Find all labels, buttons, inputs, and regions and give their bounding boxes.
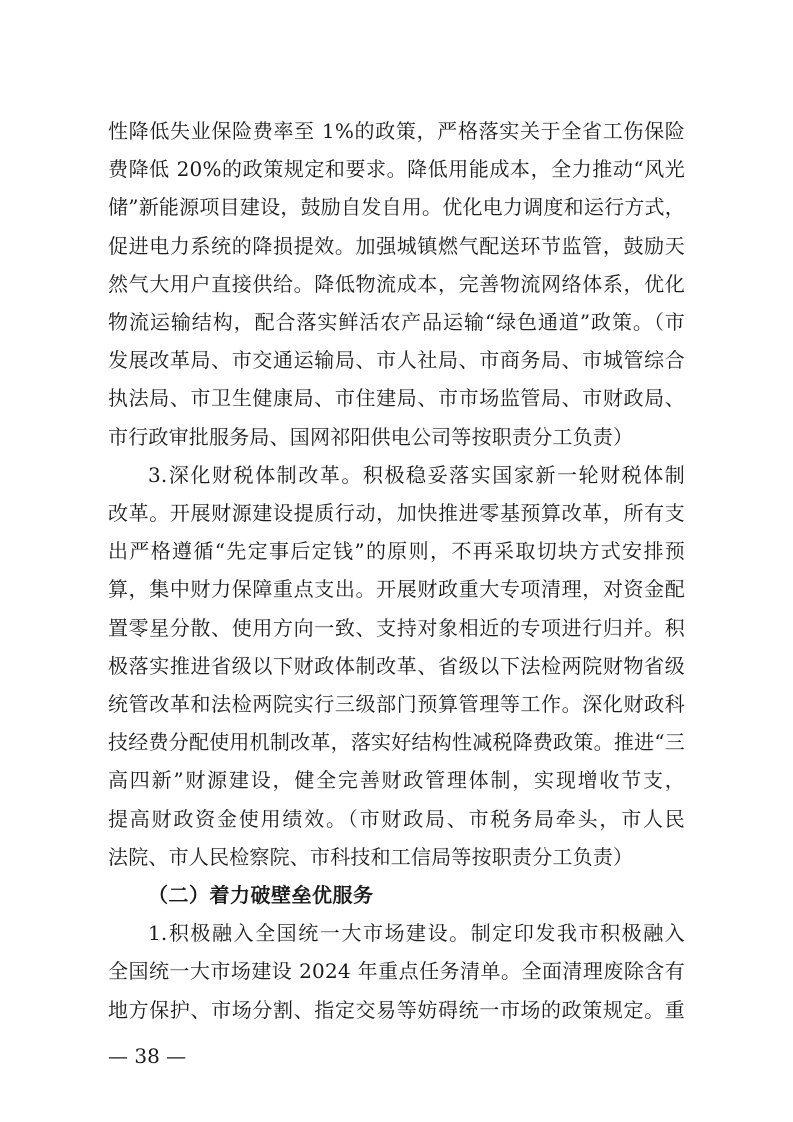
paragraph-line: 算，集中财力保障重点支出。开展财政重大专项清理，对资金配 bbox=[108, 577, 685, 601]
paragraph-line: 地方保护、市场分割、指定交易等妨碍统一市场的政策规定。重 bbox=[108, 998, 685, 1022]
paragraph-line: 储”新能源项目建设，鼓励自发自用。优化电力调度和运行方式， bbox=[108, 195, 685, 219]
paragraph-line: 促进电力系统的降损提效。加强城镇燃气配送环节监管，鼓励天 bbox=[108, 234, 685, 258]
paragraph-line: 提高财政资金使用绩效。（市财政局、市税务局牵头，市人民 bbox=[108, 807, 685, 831]
paragraph-line: 物流运输结构，配合落实鲜活农产品运输“绿色通道”政策。（市 bbox=[108, 310, 685, 334]
paragraph-line: 1.积极融入全国统一大市场建设。制定印发我市积极融入 bbox=[148, 921, 685, 945]
paragraph-line: 置零星分散、使用方向一致、支持对象相近的专项进行归并。积 bbox=[108, 616, 685, 640]
paragraph-line: 极落实推进省级以下财政体制改革、省级以下法检两院财物省级 bbox=[108, 654, 685, 678]
paragraph-line: 性降低失业保险费率至 1%的政策，严格落实关于全省工伤保险 bbox=[108, 119, 685, 143]
paragraph-line: 市行政审批服务局、国网祁阳供电公司等按职责分工负责） bbox=[108, 425, 634, 449]
paragraph-line: 执法局、市卫生健康局、市住建局、市市场监管局、市财政局、 bbox=[108, 386, 685, 410]
paragraph-line: 高四新”财源建设，健全完善财政管理体制，实现增收节支， bbox=[108, 768, 685, 792]
paragraph-line: 费降低 20%的政策规定和要求。降低用能成本，全力推动“风光 bbox=[108, 157, 685, 181]
paragraph-line: 出严格遵循“先定事后定钱”的原则，不再采取切块方式安排预 bbox=[108, 539, 685, 563]
paragraph-line: 3.深化财税体制改革。积极稳妥落实国家新一轮财税体制 bbox=[148, 463, 685, 487]
paragraph-line: 发展改革局、市交通运输局、市人社局、市商务局、市城管综合 bbox=[108, 348, 685, 372]
page-number: — 38 — bbox=[108, 1044, 187, 1068]
paragraph-line: 全国统一大市场建设 2024 年重点任务清单。全面清理废除含有 bbox=[108, 959, 685, 983]
section-heading: （二）着力破壁垒优服务 bbox=[148, 883, 374, 907]
paragraph-line: 统管改革和法检两院实行三级部门预算管理等工作。深化财政科 bbox=[108, 692, 685, 716]
paragraph-line: 法院、市人民检察院、市科技和工信局等按职责分工负责） bbox=[108, 845, 634, 869]
paragraph-line: 然气大用户直接供给。降低物流成本，完善物流网络体系，优化 bbox=[108, 272, 685, 296]
paragraph-line: 改革。开展财源建设提质行动，加快推进零基预算改革，所有支 bbox=[108, 501, 685, 525]
paragraph-line: 技经费分配使用机制改革，落实好结构性减税降费政策。推进“三 bbox=[108, 730, 685, 754]
